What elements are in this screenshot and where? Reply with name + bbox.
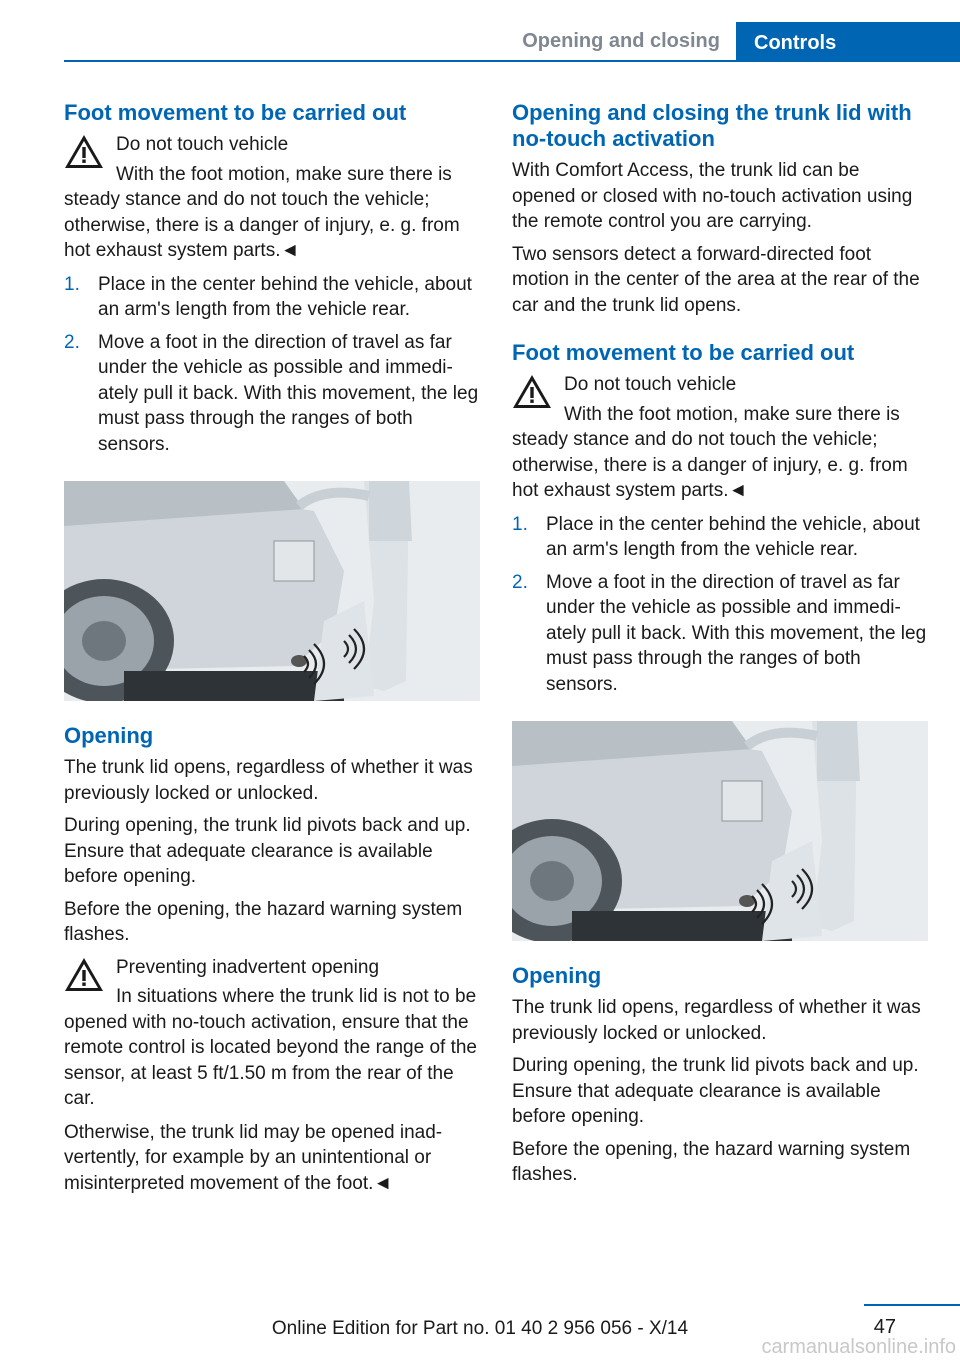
header-chapter-tab[interactable]: Controls (736, 22, 960, 62)
watermark: carmanualsonline.info (761, 1336, 956, 1358)
paragraph: During opening, the trunk lid pivots back and up. Ensure that adequate clearance is available before opening. (64, 815, 471, 887)
warning-triangle-icon (512, 374, 552, 409)
heading-opening: Opening (64, 723, 154, 748)
heading-opening: Opening (512, 963, 602, 988)
warning-text: With the foot motion, make sure there is steady stance and do not touch the vehicle; otherwise, there is a danger of injury, e. g. from hot exhaust system parts.◄ (512, 403, 908, 501)
page-number: 47 (873, 1316, 896, 1338)
step-number: 2. (512, 571, 528, 593)
step-number: 1. (512, 513, 528, 535)
list-item (512, 570, 928, 698)
steps-list (512, 512, 928, 698)
paragraph: Before the opening, the hazard warning system flashes. (64, 898, 463, 945)
step-text: Move a foot in the direction of travel as far under the vehicle as possible and immediately pull it back. With this movement, the leg must pass through the ranges of both sensors. (98, 331, 479, 455)
paragraph: Two sensors detect a forward-directed foot motion in the center of the area at the rear of the car and the trunk lid opens. (512, 243, 920, 316)
list-item (64, 330, 480, 458)
step-text: Place in the center behind the vehicle, about an arm's length from the vehicle rear. (98, 273, 472, 320)
paragraph: The trunk lid opens, regardless of whether it was previously locked or unlocked. (64, 757, 473, 804)
warning-triangle-icon (64, 957, 104, 992)
right-column (512, 100, 928, 1195)
paragraph: With Comfort Access, the trunk lid can be opened or closed with no-touch activation using the remote control you are carrying. (512, 160, 913, 232)
warning-block (64, 132, 480, 264)
trunk-foot-sensor-illustration (512, 721, 928, 941)
list-item (512, 512, 928, 563)
paragraph: Before the opening, the hazard warning system flashes. (512, 1138, 911, 1185)
step-number: 2. (64, 331, 80, 353)
list-item (64, 272, 480, 323)
heading-foot-movement: Foot movement to be carried out (512, 340, 855, 365)
paragraph: During opening, the trunk lid pivots back and up. Ensure that adequate clearance is available before opening. (512, 1055, 919, 1127)
warning-title: Do not touch vehicle (564, 374, 737, 395)
page-header (0, 0, 960, 62)
warning-text: With the foot motion, make sure there is steady stance and do not touch the vehicle; otherwise, there is a danger of injury, e. g. from hot exhaust system parts.◄ (64, 163, 460, 261)
footer-rule (864, 1304, 960, 1306)
header-rule (64, 60, 960, 62)
paragraph: Otherwise, the trunk lid may be opened inadvertently, for example by an unintentional or misinterpreted movement of the foot.◄ (64, 1121, 443, 1194)
steps-list (64, 272, 480, 458)
trunk-foot-sensor-illustration (64, 481, 480, 701)
edition-line: Online Edition for Part no. 01 40 2 956 056 - X/14 (271, 1318, 689, 1339)
warning-block (512, 372, 928, 504)
step-text: Move a foot in the direction of travel as far under the vehicle as possible and immediately pull it back. With this movement, the leg must pass through the ranges of both sensors. (546, 571, 927, 695)
heading-no-touch-activation: Opening and closing the trunk lid with no-touch activation (512, 100, 912, 151)
warning-title: Preventing inadvertent opening (116, 956, 380, 978)
step-text: Place in the center behind the vehicle, about an arm's length from the vehicle rear. (546, 513, 920, 560)
left-column (64, 100, 480, 1203)
warning-triangle-icon (64, 134, 104, 169)
warning-text: In situations where the trunk lid is not to be opened with no-touch activation, ensure that the remote control is located beyond the range of the sensor, at least 5 ft/1.50 m from the rear of the car. (64, 986, 477, 1109)
paragraph: The trunk lid opens, regardless of whether it was previously locked or unlocked. (512, 997, 921, 1044)
warning-block (64, 955, 480, 1112)
heading-foot-movement: Foot movement to be carried out (64, 100, 407, 125)
header-section-title: Opening and closing (522, 30, 720, 52)
step-number: 1. (64, 273, 80, 295)
warning-title: Do not touch vehicle (116, 134, 289, 155)
